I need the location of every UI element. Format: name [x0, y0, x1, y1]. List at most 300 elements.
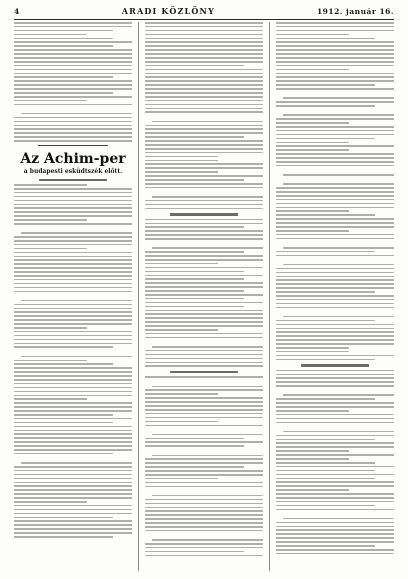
text-line	[145, 376, 263, 378]
text-line	[276, 553, 394, 555]
text-line	[14, 34, 87, 36]
text-line	[145, 325, 263, 327]
text-line	[145, 76, 263, 78]
text-line	[145, 49, 263, 51]
text-line	[276, 489, 349, 491]
text-line	[14, 41, 132, 43]
text-line	[145, 499, 263, 501]
text-line	[276, 22, 394, 24]
text-line	[145, 321, 263, 323]
text-line	[14, 482, 132, 484]
text-line	[276, 279, 394, 281]
text-line	[145, 183, 263, 185]
text-line	[276, 142, 349, 144]
text-line	[21, 356, 132, 358]
text-line	[276, 226, 394, 228]
text-line	[14, 323, 132, 325]
text-line	[276, 442, 394, 444]
text-line	[14, 339, 132, 341]
text-line	[14, 271, 132, 273]
text-line	[276, 145, 394, 147]
paragraph-gap	[145, 115, 263, 118]
text-line	[14, 219, 87, 221]
text-line	[145, 111, 263, 113]
text-line	[14, 517, 113, 519]
text-line	[276, 529, 394, 531]
text-line	[276, 303, 394, 305]
text-line	[14, 319, 132, 321]
text-line	[14, 275, 132, 277]
text-line	[276, 446, 394, 448]
text-line	[276, 406, 394, 408]
text-line	[14, 520, 132, 522]
text-line	[14, 125, 132, 127]
section-heading-line	[170, 371, 238, 373]
text-line	[145, 163, 263, 165]
text-line	[14, 96, 132, 98]
text-line	[21, 462, 132, 464]
text-line	[14, 391, 132, 393]
text-line	[145, 267, 263, 269]
text-line	[14, 466, 132, 468]
article-subtitle-line	[39, 179, 107, 181]
text-line	[276, 210, 349, 212]
text-line	[145, 69, 263, 71]
text-line	[14, 437, 132, 439]
text-line	[283, 394, 394, 396]
text-line	[276, 203, 394, 205]
paragraph-gap	[145, 341, 263, 344]
text-line	[276, 522, 394, 524]
text-line	[276, 509, 394, 511]
text-line	[276, 138, 375, 140]
paragraph-gap	[276, 259, 394, 262]
text-line	[145, 187, 263, 189]
text-line	[145, 45, 263, 47]
text-line	[14, 379, 132, 381]
text-line	[145, 503, 263, 505]
text-line	[145, 204, 263, 206]
text-line	[14, 92, 113, 94]
paragraph-gap	[145, 191, 263, 194]
text-line	[152, 247, 263, 249]
page-number: 4	[14, 6, 20, 16]
issue-date: 1912. január 16.	[316, 6, 394, 16]
text-line	[14, 57, 132, 59]
text-line	[276, 501, 394, 503]
text-line	[276, 187, 394, 189]
text-line	[145, 84, 263, 86]
text-line	[14, 532, 132, 534]
text-line	[283, 183, 394, 185]
text-line	[14, 363, 113, 365]
text-line	[145, 458, 263, 460]
text-line	[145, 73, 263, 75]
text-line	[145, 555, 263, 557]
text-line	[145, 445, 244, 447]
text-line	[276, 76, 394, 78]
text-line	[145, 171, 218, 173]
text-line	[276, 122, 349, 124]
text-line	[145, 362, 263, 364]
text-line	[145, 317, 263, 319]
text-line	[152, 434, 263, 436]
text-line	[14, 441, 132, 443]
text-line	[14, 395, 132, 397]
text-line	[14, 73, 132, 75]
text-line	[276, 422, 394, 424]
text-line	[276, 149, 349, 151]
text-line	[276, 398, 375, 400]
section-divider	[38, 145, 109, 146]
text-line	[14, 211, 132, 213]
text-line	[145, 175, 263, 177]
text-line	[14, 505, 132, 507]
text-line	[14, 244, 132, 246]
text-line	[14, 84, 132, 86]
paragraph-gap	[14, 108, 132, 111]
text-line	[14, 422, 113, 424]
text-line	[145, 88, 263, 90]
text-line	[145, 160, 218, 162]
text-line	[145, 282, 263, 284]
text-line	[152, 346, 263, 348]
text-line	[145, 306, 244, 308]
text-line	[14, 304, 132, 306]
text-line	[145, 140, 263, 142]
text-line	[14, 387, 132, 389]
text-line	[276, 283, 394, 285]
text-line	[14, 346, 113, 348]
text-line	[276, 537, 394, 539]
text-line	[145, 275, 263, 277]
paragraph-gap	[276, 311, 394, 314]
text-line	[145, 290, 244, 292]
text-line	[145, 478, 218, 480]
text-line	[14, 80, 132, 82]
text-line	[276, 88, 394, 90]
text-line	[145, 405, 263, 407]
text-line	[145, 441, 263, 443]
text-line	[152, 455, 263, 457]
text-line	[14, 192, 132, 194]
text-line	[145, 286, 263, 288]
text-line	[145, 393, 218, 395]
text-line	[145, 294, 263, 296]
text-line	[276, 222, 394, 224]
text-line	[14, 65, 132, 67]
column-2	[145, 22, 263, 571]
text-line	[145, 337, 263, 339]
text-line	[14, 128, 132, 130]
section-heading-line	[301, 364, 369, 366]
text-line	[145, 255, 263, 257]
text-line	[145, 421, 218, 423]
text-line	[145, 302, 263, 304]
paragraph-gap	[276, 178, 394, 181]
text-line	[145, 128, 263, 130]
text-line	[14, 204, 132, 206]
text-line	[276, 418, 394, 420]
text-line	[14, 478, 132, 480]
text-line	[276, 34, 349, 36]
text-line	[276, 38, 375, 40]
text-line	[145, 466, 244, 468]
text-line	[14, 256, 132, 258]
text-line	[145, 551, 244, 553]
text-line	[276, 207, 394, 209]
text-line	[145, 34, 263, 36]
column-3-bottom-text	[276, 370, 394, 555]
text-line	[276, 69, 349, 71]
paragraph-gap	[14, 294, 132, 297]
paragraph-gap	[276, 426, 394, 429]
text-line	[145, 486, 263, 488]
text-line	[21, 113, 132, 115]
text-line	[14, 279, 132, 281]
text-line	[14, 132, 132, 134]
text-line	[14, 335, 132, 337]
text-line	[21, 300, 132, 302]
text-line	[276, 485, 394, 487]
text-line	[145, 136, 244, 138]
text-line	[276, 351, 349, 353]
text-line	[145, 167, 263, 169]
text-line	[14, 117, 132, 119]
text-line	[145, 263, 218, 265]
text-line	[145, 208, 263, 210]
text-line	[145, 271, 244, 273]
text-line	[276, 533, 394, 535]
paragraph-gap	[145, 490, 263, 493]
text-line	[145, 298, 244, 300]
text-line	[276, 276, 394, 278]
paragraph-gap	[276, 513, 394, 516]
column-1-top-text	[14, 22, 132, 142]
text-line	[276, 339, 394, 341]
text-line	[276, 153, 394, 155]
text-line	[276, 355, 394, 357]
text-line	[276, 295, 394, 297]
text-line	[276, 402, 394, 404]
paragraph-gap	[276, 109, 394, 112]
text-line	[276, 343, 394, 345]
text-line	[276, 73, 394, 75]
text-line	[14, 188, 132, 190]
text-line	[276, 526, 394, 528]
text-line	[152, 495, 263, 497]
text-line	[145, 234, 263, 236]
text-line	[14, 30, 113, 32]
text-line	[283, 431, 394, 433]
text-line	[276, 324, 394, 326]
text-line	[276, 234, 394, 236]
text-line	[145, 230, 263, 232]
text-line	[276, 374, 394, 376]
text-line	[276, 230, 349, 232]
text-line	[14, 418, 132, 420]
text-line	[145, 313, 263, 315]
text-line	[14, 343, 132, 345]
article-subheadline: a budapesti esküdtszék előtt.	[23, 167, 123, 175]
text-line	[14, 88, 132, 90]
text-line	[14, 291, 132, 293]
paragraph-gap	[145, 242, 263, 245]
text-line	[14, 207, 132, 209]
text-line	[276, 41, 394, 43]
text-line	[145, 38, 263, 40]
text-line	[145, 543, 263, 545]
text-line	[145, 226, 244, 228]
text-line	[145, 144, 263, 146]
text-line	[276, 359, 375, 361]
text-line	[14, 371, 132, 373]
text-line	[276, 101, 394, 103]
text-line	[14, 513, 132, 515]
text-line	[145, 22, 263, 24]
text-line	[276, 218, 394, 220]
column-divider	[269, 22, 270, 571]
text-line	[14, 509, 132, 511]
text-line	[145, 219, 263, 221]
text-line	[145, 365, 263, 367]
text-line	[14, 53, 132, 55]
text-line	[14, 315, 132, 317]
text-line	[145, 148, 263, 150]
text-line	[145, 413, 263, 415]
text-line	[276, 49, 394, 51]
text-line	[14, 267, 132, 269]
text-line	[283, 114, 394, 116]
text-line	[14, 248, 87, 250]
text-line	[145, 179, 244, 181]
text-line	[276, 272, 394, 274]
text-line	[276, 287, 394, 289]
text-line	[145, 96, 263, 98]
text-line	[145, 310, 263, 312]
text-line	[276, 335, 394, 337]
paragraph-gap	[145, 380, 263, 383]
text-line	[276, 157, 394, 159]
text-line	[14, 449, 132, 451]
text-line	[276, 328, 394, 330]
text-line	[145, 104, 263, 106]
text-line	[14, 121, 132, 123]
text-line	[145, 425, 263, 427]
text-columns	[14, 22, 394, 571]
text-line	[145, 41, 263, 43]
paragraph-gap	[145, 449, 263, 452]
text-line	[14, 49, 132, 51]
text-line	[145, 57, 263, 59]
text-line	[276, 45, 394, 47]
text-line	[145, 30, 263, 32]
text-line	[145, 80, 263, 82]
text-line	[276, 370, 394, 372]
text-line	[145, 223, 263, 225]
text-line	[145, 350, 263, 352]
text-line	[14, 200, 132, 202]
text-line	[145, 417, 263, 419]
text-line	[145, 53, 263, 55]
text-line	[145, 510, 263, 512]
text-line	[14, 69, 132, 71]
article-headline: Az Achim-per	[20, 150, 126, 167]
text-line	[145, 108, 263, 110]
text-line	[145, 259, 263, 261]
text-line	[276, 134, 394, 136]
text-line	[276, 238, 394, 240]
text-line	[14, 453, 113, 455]
text-line	[145, 65, 244, 67]
text-line	[145, 514, 263, 516]
text-line	[276, 251, 375, 253]
text-line	[14, 223, 132, 225]
text-line	[276, 439, 375, 441]
text-line	[283, 247, 394, 249]
text-line	[14, 497, 132, 499]
paragraph-gap	[14, 457, 132, 460]
text-line	[145, 156, 218, 158]
text-line	[276, 299, 394, 301]
column-divider	[138, 22, 139, 571]
text-line	[14, 236, 132, 238]
text-line	[145, 329, 218, 331]
text-line	[276, 381, 394, 383]
text-line	[14, 100, 87, 102]
text-line	[276, 291, 375, 293]
text-line	[14, 414, 113, 416]
column-2-mid-text	[145, 219, 263, 367]
text-line	[14, 470, 132, 472]
text-line	[14, 240, 132, 242]
text-line	[14, 45, 113, 47]
text-line	[14, 528, 132, 530]
text-line	[276, 435, 394, 437]
text-line	[276, 118, 394, 120]
text-line	[276, 474, 394, 476]
text-line	[14, 426, 132, 428]
text-line	[283, 316, 394, 318]
text-line	[276, 462, 375, 464]
text-line	[14, 536, 113, 538]
paragraph-gap	[14, 227, 132, 230]
text-line	[145, 389, 263, 391]
text-line	[145, 474, 263, 476]
text-line	[145, 354, 263, 356]
column-2-top-text	[145, 22, 263, 209]
text-line	[276, 65, 394, 67]
text-line	[14, 406, 132, 408]
text-line	[276, 497, 394, 499]
text-line	[283, 97, 394, 99]
text-line	[14, 215, 132, 217]
text-line	[276, 414, 394, 416]
text-line	[276, 161, 394, 163]
text-line	[276, 105, 375, 107]
text-line	[145, 518, 263, 520]
text-line	[145, 125, 263, 127]
text-line	[14, 184, 87, 186]
text-line	[14, 76, 113, 78]
text-line	[145, 152, 263, 154]
text-line	[14, 430, 132, 432]
text-line	[145, 132, 263, 134]
text-line	[14, 22, 132, 24]
paragraph-gap	[276, 169, 394, 172]
text-line	[276, 347, 349, 349]
text-line	[276, 255, 394, 257]
